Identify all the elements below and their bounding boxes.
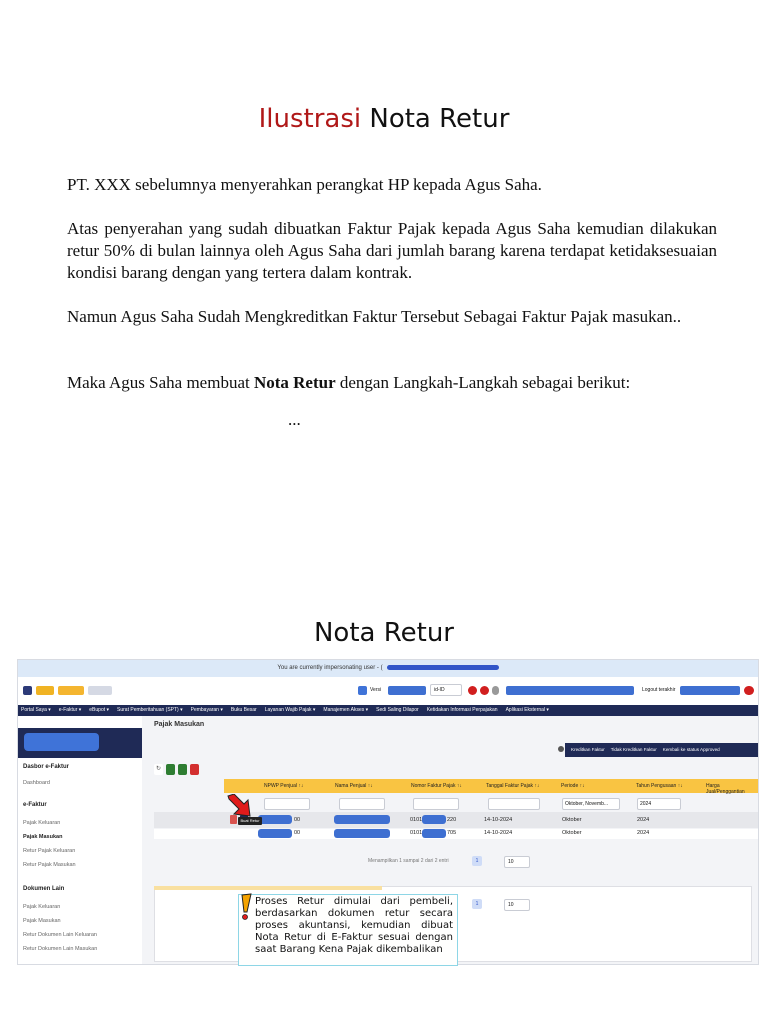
nav-item[interactable]: Sedi Saling Dilapor (376, 707, 419, 713)
paragraph-4 (67, 372, 717, 394)
partner-logo-icon (88, 686, 112, 695)
paragraph-2: Atas penyerahan yang sudah dibuatkan Faktur Pajak kepada Agus Saha kemudian dilakukan retur 50% di bulan lainnya oleh Agus Saha dari jumlah barang karena terdapat ketidaksesuaian kondisi barang dengan yang tertera dalam kontrak. (67, 219, 717, 282)
sidebar-item-dl-keluaran[interactable]: Pajak Keluaran (23, 904, 61, 910)
main-nav (18, 705, 758, 716)
page-size-select[interactable]: 10 (504, 899, 530, 911)
nomor-prefix: 0101 (410, 817, 423, 823)
tanggal-filter-input[interactable] (488, 798, 540, 810)
notification-icon[interactable] (468, 686, 477, 695)
redacted-version (388, 686, 426, 695)
npwp-suffix: 00 (294, 830, 301, 836)
sidebar-profile (18, 728, 142, 758)
excel-icon[interactable] (178, 764, 187, 775)
red-arrow-icon (226, 794, 256, 820)
tahun-cell: 2024 (637, 817, 650, 823)
ellipsis: ... (288, 410, 301, 429)
redacted-taxpayer (24, 733, 99, 751)
redacted-profile (506, 686, 634, 695)
impersonation-banner (18, 660, 758, 677)
impersonation-text: You are currently impersonating user - ( (277, 665, 383, 671)
nomor-suffix: 220 (447, 817, 457, 823)
tanggal-cell: 14-10-2024 (484, 817, 513, 823)
pdf-icon[interactable] (190, 764, 199, 775)
kembali-approved-button[interactable]: Kembali ke status Approved (662, 747, 720, 752)
djp-logo-icon (36, 686, 54, 695)
nama-filter-input[interactable] (339, 798, 385, 810)
column-header[interactable]: Nama Penjual ↑↓ (335, 783, 373, 789)
buat-retur-tooltip: Buat Retur (238, 817, 262, 825)
column-header[interactable]: Tanggal Faktur Pajak ↑↓ (486, 783, 540, 789)
sidebar-item-retur-keluaran[interactable]: Retur Pajak Keluaran (23, 848, 76, 854)
settings-icon[interactable] (558, 746, 564, 752)
app-header (18, 677, 758, 705)
exclamation-icon (238, 893, 254, 921)
version-icon (358, 686, 367, 695)
callout-box: Proses Retur dimulai dari pembeli, berdasarkan dokumen retur secara proses akuntansi, kemudian dibuat Nota Retur di E-Faktur sesuai dengan saat Barang Kena Pajak dikembalikan (238, 894, 458, 966)
redacted-logout-time (680, 686, 740, 695)
redacted-nama (334, 815, 390, 824)
paragraph-3: Namun Agus Saha Sudah Mengkreditkan Faktur Tersebut Sebagai Faktur Pajak masukan.. (67, 307, 682, 326)
sidebar-item-retur-dl-keluaran[interactable]: Retur Dokumen Lain Keluaran (23, 932, 97, 938)
table-header (224, 779, 758, 793)
nav-item[interactable]: Manajemen Akses ▾ (323, 707, 369, 713)
nav-item[interactable]: Surat Pemberitahuan (SPT) ▾ (117, 707, 183, 713)
sidebar-section: Dasbor e-Faktur (23, 764, 70, 770)
nav-item[interactable]: e-Faktur ▾ (58, 707, 82, 713)
title-rest: Nota Retur (361, 104, 510, 134)
sidebar-item-dashboard[interactable]: Dashboard (23, 780, 50, 786)
kreditkan-button[interactable]: Kreditkan Faktur (571, 747, 605, 752)
sidebar-item-dl-masukan[interactable]: Pajak Masukan (23, 918, 61, 924)
sidebar-item-retur-dl-masukan[interactable]: Retur Dokumen Lain Masukan (23, 946, 98, 952)
page-size-select[interactable]: 10 (504, 856, 530, 868)
nomor-suffix: 705 (447, 830, 457, 836)
section-title: Nota Retur (313, 618, 454, 648)
nomor-prefix: 0101 (410, 830, 423, 836)
action-bar (565, 743, 758, 757)
pagination-info: Menampilkan 1 sampai 2 dari 2 entri (368, 858, 449, 864)
nav-item[interactable]: Portal Saya ▾ (21, 707, 51, 713)
paragraph-1: PT. XXX sebelumnya menyerahkan perangkat HP kepada Agus Saha. (67, 175, 542, 194)
logout-label: Logout terakhir (642, 687, 676, 693)
language-select[interactable]: id-ID (430, 684, 462, 696)
page-number-button[interactable]: 1 (472, 899, 482, 909)
nomor-filter-input[interactable] (413, 798, 459, 810)
version-label: Versi (370, 687, 382, 693)
npwp-suffix: 00 (294, 817, 301, 823)
nav-item[interactable]: Aplikasi Eksternal ▾ (505, 707, 549, 713)
redacted-user (387, 665, 499, 670)
help-icon[interactable] (492, 686, 499, 695)
sidebar-item-pajak-masukan[interactable]: Pajak Masukan (23, 834, 63, 840)
secondary-panel-header (154, 886, 382, 890)
ministry-logo-icon (23, 686, 32, 695)
title-highlight: Ilustrasi (258, 104, 362, 134)
nav-item[interactable]: Buku Besar (230, 707, 257, 713)
periode-cell: Oktober (562, 830, 582, 836)
periode-filter-select[interactable]: Oktober, Novemb... (562, 798, 620, 810)
paragraph-4-end: dengan Langkah-Langkah sebagai berikut: (335, 373, 631, 392)
tahun-filter-input[interactable]: 2024 (637, 798, 681, 810)
page-title (0, 104, 768, 134)
column-header[interactable]: Tahun Pengusaan ↑↓ (636, 783, 683, 789)
sidebar-item-pajak-keluaran[interactable]: Pajak Keluaran (23, 820, 61, 826)
tidak-kreditkan-button[interactable]: Tidak Kreditkan Faktur (610, 747, 657, 752)
redacted-npwp (258, 829, 292, 838)
sidebar-item-retur-masukan[interactable]: Retur Pajak Masukan (23, 862, 76, 868)
npwp-filter-input[interactable] (264, 798, 310, 810)
column-header[interactable]: Nomor Faktur Pajak ↑↓ (411, 783, 462, 789)
periode-cell: Oktober (562, 817, 582, 823)
column-header[interactable]: Harga Jual/Penggantian (706, 783, 745, 795)
redacted-nama (334, 829, 390, 838)
page-number-button[interactable]: 1 (472, 856, 482, 866)
page-heading: Pajak Masukan (154, 721, 205, 728)
redacted-nomor (422, 829, 446, 838)
column-header[interactable]: Periode ↑↓ (561, 783, 585, 789)
pagination (368, 858, 449, 864)
sidebar (18, 716, 142, 964)
paragraph-4-start: Maka Agus Saha membuat (67, 373, 254, 392)
sidebar-section: Dokumen Lain (23, 886, 65, 892)
nav-item[interactable]: eBupot ▾ (89, 707, 110, 713)
tanggal-cell: 14-10-2024 (484, 830, 513, 836)
column-header[interactable]: NPWP Penjual ↑↓ (264, 783, 304, 789)
tahun-cell: 2024 (637, 830, 650, 836)
refresh-icon[interactable]: ↻ (154, 764, 163, 775)
nav-item[interactable]: Layanan Wajib Pajak ▾ (264, 707, 316, 713)
redacted-nomor (422, 815, 446, 824)
coretax-logo-icon (58, 686, 84, 695)
paragraph-4-bold: Nota Retur (253, 373, 336, 392)
nav-item[interactable]: Ketidakan Informasi Perpajakan (426, 707, 498, 713)
redacted-npwp (258, 815, 292, 824)
table-row[interactable] (154, 829, 758, 839)
sidebar-section: e-Faktur (23, 802, 47, 808)
csv-icon[interactable] (166, 764, 175, 775)
logout-icon[interactable] (744, 686, 754, 695)
nav-item[interactable]: Pembayaran ▾ (190, 707, 223, 713)
alert-icon[interactable] (480, 686, 489, 695)
